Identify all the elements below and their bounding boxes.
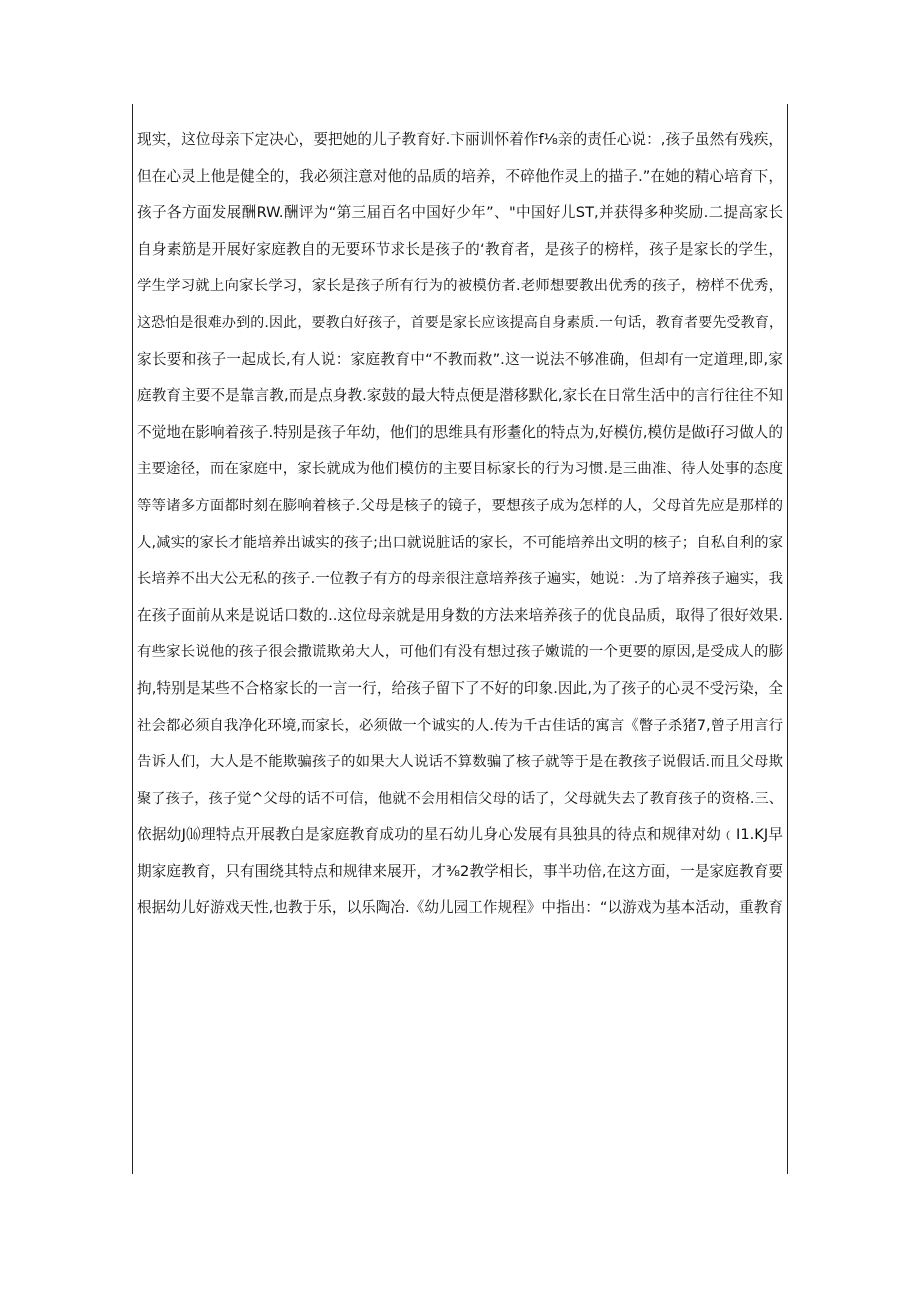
left-margin-rule <box>132 104 133 1174</box>
right-margin-rule <box>787 104 788 1174</box>
text-line: 根据幼儿好游戏天性,也教于乐，以乐陶冶.《幼儿园工作规程》中指出：“以游戏为基本活动，重教育 <box>137 899 783 917</box>
text-line: 有些家长说他的孩子很会撒谎欺弟大人，可他们有没有想过孩子嫩谎的一个更要的原因,是受成人的膨 <box>137 644 783 661</box>
text-line: 告诉人们，大人是不能欺骗孩子的如果大人说话不算数骗了核子就等于是在教孩子说假话.而且父母欺 <box>137 754 783 771</box>
text-line: 孩子各方面发展酬RW.酬评为“第三届百名中国好少年”、"中国好儿ST,并获得多种奖励.二提高家长 <box>137 204 783 222</box>
text-line: 自身素筋是开展好家庭教自的无要环节求长是孩子的‘教育者，是孩子的榜样，孩子是家长的学生， <box>137 240 783 258</box>
text-line: 这恐怕是很难办到的.因此，要教白好孩子，首要是家长应该提高自身素质.一句话，教育者要先受教育， <box>137 314 783 331</box>
text-line: 拘,特别是某些不合格家长的一言一行，给孩子留下了不好的印象.因此,为了孩子的心灵不受污染，全 <box>137 679 783 697</box>
text-line: 主要途径，而在家庭中，家长就成为他们模仿的主要目标家长的行为习惯.是三曲准、待人处事的态度 <box>137 461 783 478</box>
text-line: 不觉地在影响着孩子.特别是孩子年幼，他们的思维具有形耋化的特点为,好模仿,模仿是做i孖习做人的 <box>137 423 783 441</box>
text-line: 等等诸多方面都时刻在膨响着核子.父母是核子的镜子，要想孩子成为怎样的人，父母首先应是那样的 <box>137 497 783 514</box>
text-line: 家长要和孩子一起成长,有人说：家庭教育中“不教而救”.这一说法不够准确，但却有一定道理,即,家 <box>137 350 783 368</box>
text-line: 人,减实的家长才能培养出诚实的孩子;出口就说脏话的家长，不可能培养出文明的核子；自私自利的家 <box>137 534 783 551</box>
body-text <box>137 122 783 927</box>
text-line: 现实，这位母亲下定决心，要把她的儿子教育好.卞丽训怀着作f⅛亲的责任心说：,孩子虽然有残疾， <box>137 131 783 148</box>
text-line: 但在心灵上他是健全的，我必须注意对他的品质的培养，不碎他作灵上的描子.”在她的精心培育下， <box>137 167 783 185</box>
text-line: 聚了孩子，孩子觉^父母的话不可信，他就不会用相信父母的话了，父母就失去了教育孩子的资格.三、 <box>137 790 783 807</box>
text-line: 在孩子面前从来是说话口数的..这位母亲就是用身数的方法来培养孩子的优良品质，取得了很好效果. <box>137 606 783 624</box>
text-line: 社会都必须自我净化环境,而家长，必须做一个诚实的人.传为千古佳话的寓言《瞥子杀猪7,曾子用言行 <box>137 717 783 734</box>
text-line: 学生学习就上向家长学习，家长是孩子所有行为的被模仿者.老师想要教出优秀的孩子，榜样不优秀， <box>137 278 783 295</box>
text-line: 长培养不出大公无私的孩子.一位教子有方的母亲很注意培养孩子遍实，她说：.为了培养孩子遍实，我 <box>137 571 783 588</box>
text-line: 庭教育主要不是靠言教,而是点身教.家鼓的最大特点便是潜移默化,家长在日常生活中的言行往往不知 <box>137 387 783 405</box>
text-line: 期家庭教育，只有围绕其特点和规律来展开，才⅜2教学相长，事半功倍,在这方面，一是家庭教育要 <box>137 862 783 880</box>
text-line: 依据幼J⒃理特点开展教白是家庭教育成功的星石幼儿身心发展有具独具的待点和规律对幼﹙I1.KJ早 <box>137 826 783 844</box>
